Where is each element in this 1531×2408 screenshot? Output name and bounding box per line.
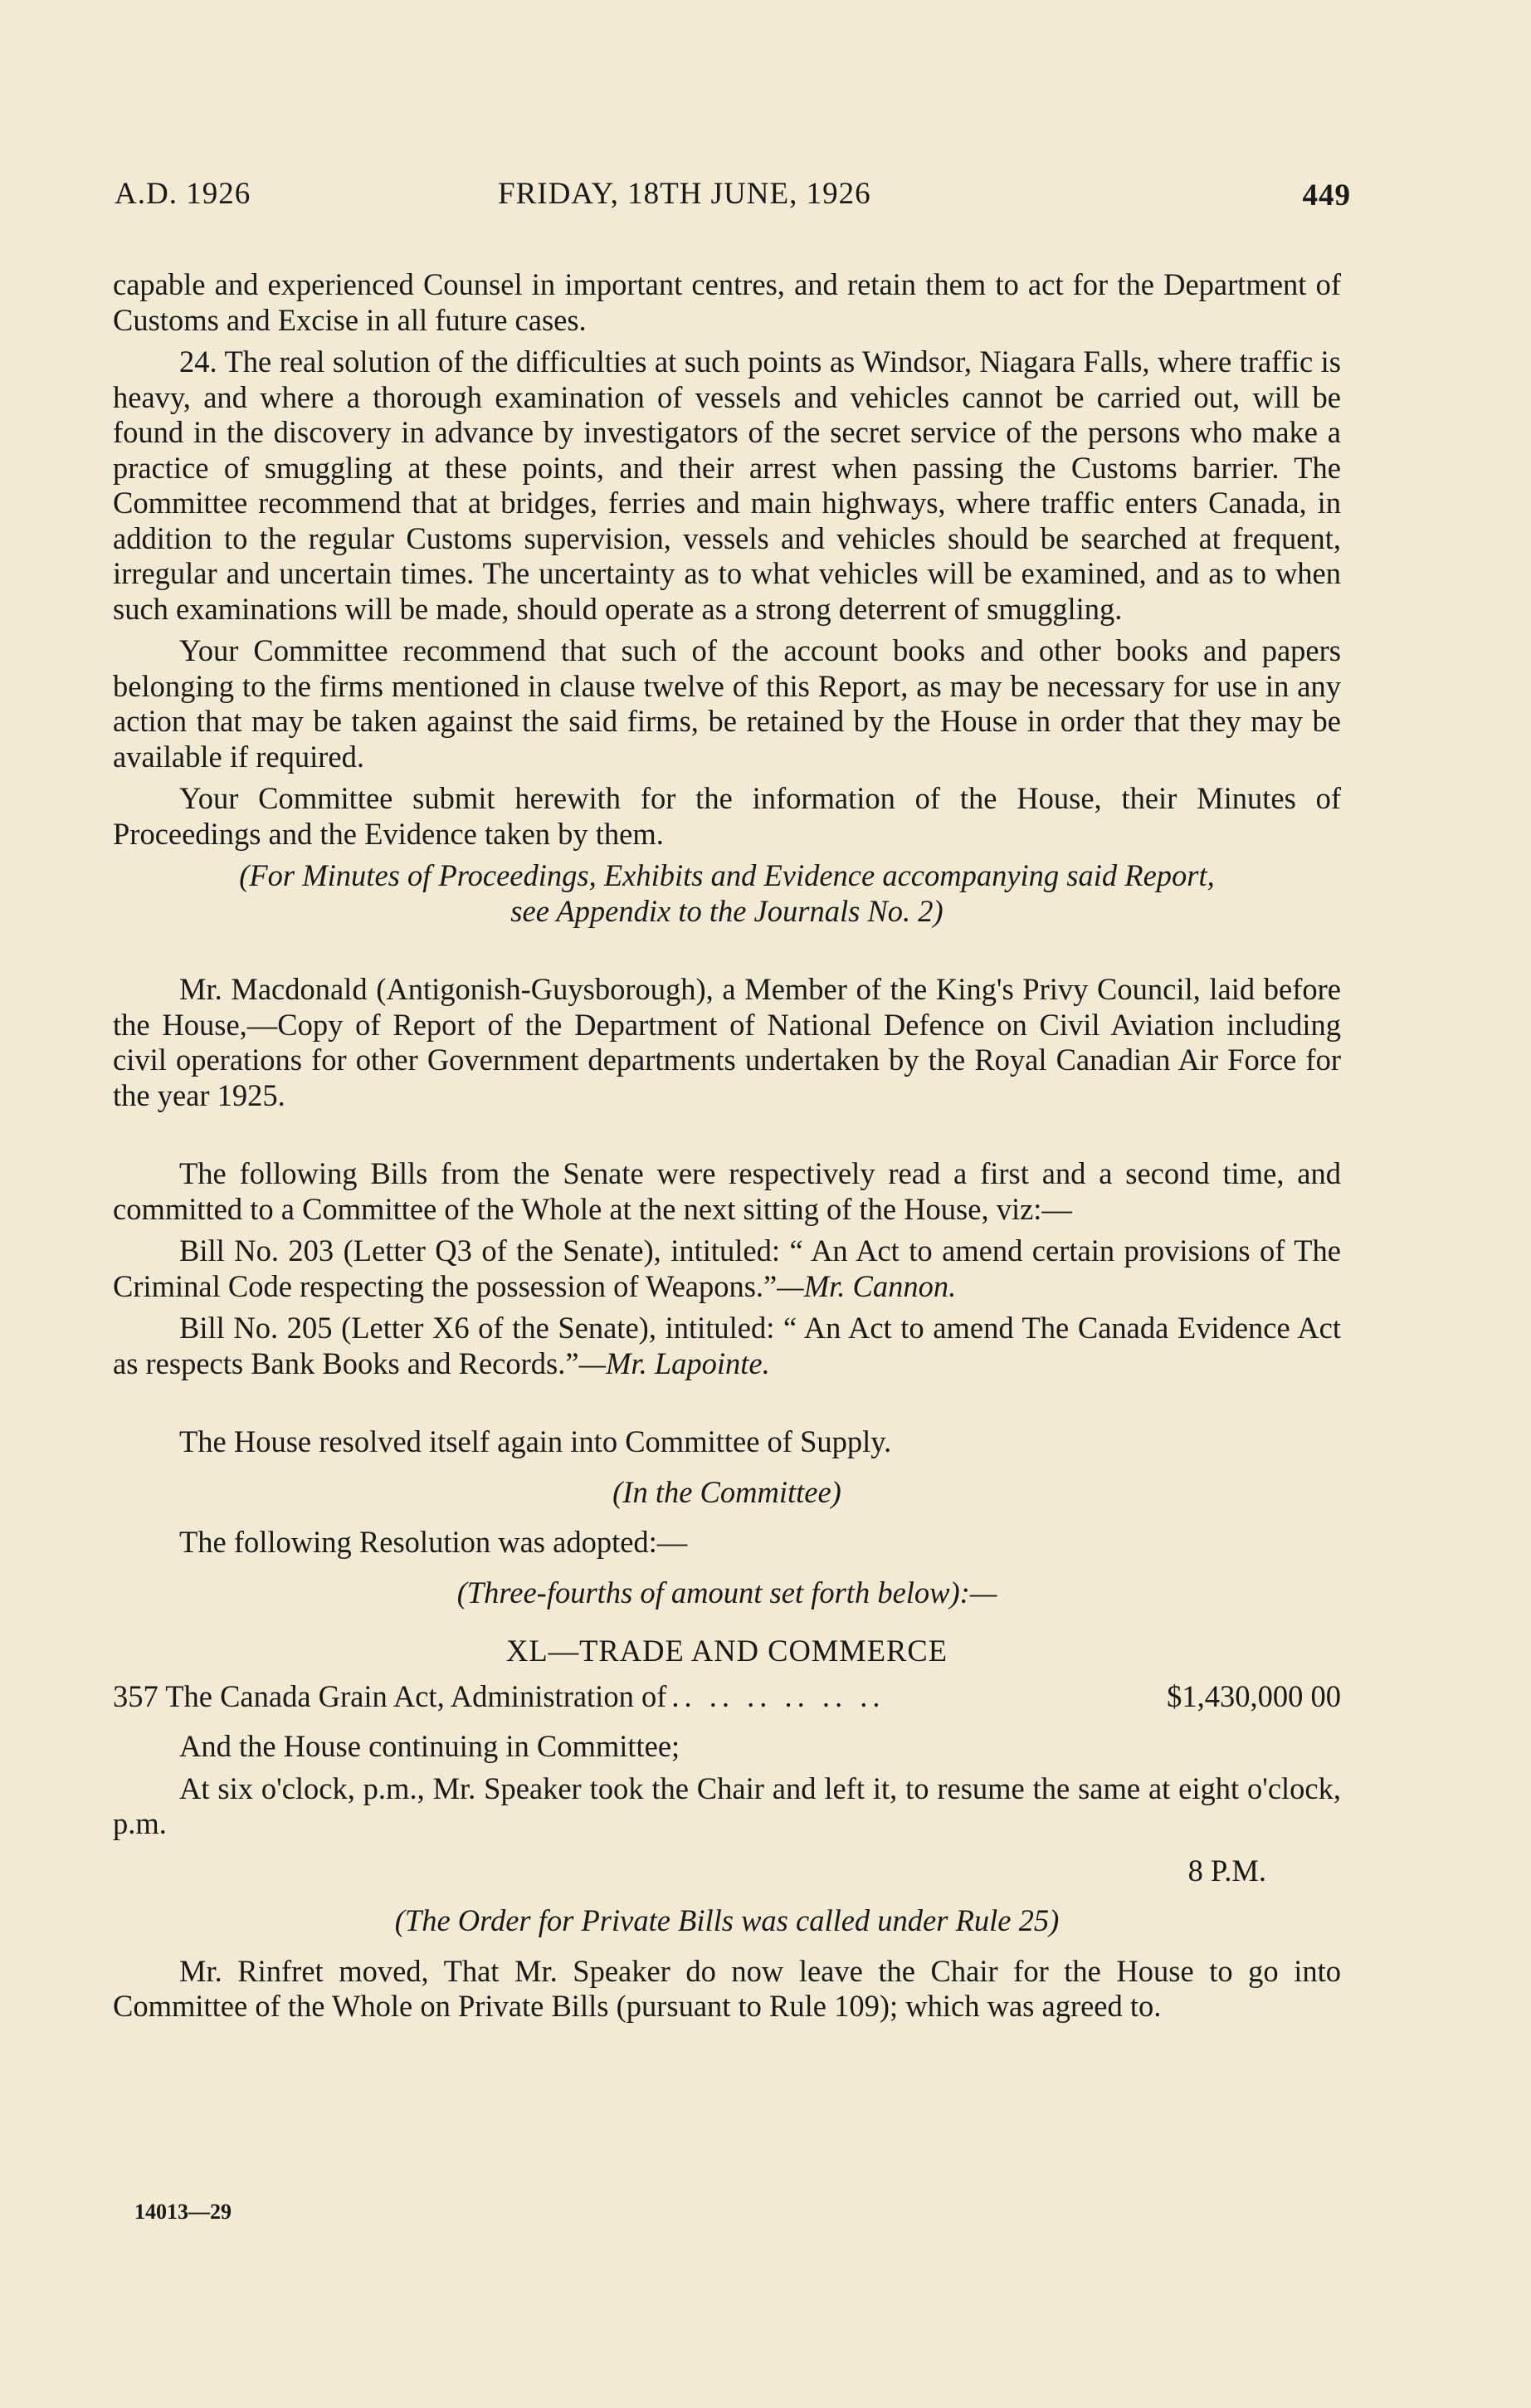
bill-205-member: —Mr. Lapointe. xyxy=(578,1346,770,1380)
supply-entry-label: 357 The Canada Grain Act, Administration of xyxy=(113,1678,667,1713)
three-fourths-note: (Three-fourths of amount set forth below):— xyxy=(456,1575,997,1609)
paragraph-macdonald-report: Mr. Macdonald (Antigonish-Guysborough), a Member of the King's Privy Council, laid before the House,—Copy of Report of the Department of National Defence on Civil Aviation including civil operations for other Government departments undertaken by the Royal Canadian Air Force for the year 1925. xyxy=(113,972,1341,1112)
bill-203-member: —Mr. Cannon. xyxy=(777,1268,957,1303)
bill-205-entry xyxy=(113,1311,1341,1381)
in-committee-note: (In the Committee) xyxy=(612,1474,841,1509)
page-number: 449 xyxy=(1302,178,1351,212)
appendix-note-line-1: (For Minutes of Proceedings, Exhibits and Evidence accompanying said Report, xyxy=(239,858,1215,892)
paragraph-continuation: capable and experienced Counsel in important centres, and retain them to act for the Department of Customs and Excise in all future cases. xyxy=(113,267,1341,337)
printer-code: 14013—29 xyxy=(134,2200,232,2224)
paragraph-six-oclock: At six o'clock, p.m., Mr. Speaker took the Chair and left it, to resume the same at eight o'clock, p.m. xyxy=(113,1771,1341,1840)
page-body xyxy=(113,267,1341,2025)
evening-time-mark: 8 P.M. xyxy=(1187,1853,1266,1888)
paragraph-books-retained: Your Committee recommend that such of the account books and other books and papers belonging to the firms mentioned in clause twelve of this Report, as may be necessary for use in any action that may be taken against the said firms, be retained by the House in order that they may be available if required. xyxy=(113,633,1341,774)
paragraph-senate-bills: The following Bills from the Senate were respectively read a first and a second time, and committed to a Committee of the Whole at the next sitting of the House, viz:— xyxy=(113,1156,1341,1226)
section-heading: XL—TRADE AND COMMERCE xyxy=(505,1634,948,1668)
header-date: FRIDAY, 18TH JUNE, 1926 xyxy=(498,177,871,211)
paragraph-minutes-submitted: Your Committee submit herewith for the information of the House, their Minutes of Proceedings and the Evidence taken by them. xyxy=(113,781,1341,851)
paragraph-resolution-adopted: The following Resolution was adopted:— xyxy=(179,1525,688,1559)
paragraph-clause-24: 24. The real solution of the difficulties at such points as Windsor, Niagara Falls, where traffic is heavy, and where a thorough examination of vessels and vehicles cannot be carried out, will be found in the discovery in advance by investigators of the secret service of the persons who make a practice of smuggling at these points, and their arrest when passing the Customs barrier. The Committee recommend that at bridges, ferries and main highways, where traffic enters Canada, in addition to the regular Customs supervision, vessels and vehicles should be searched at frequent, irregular and uncertain times. The uncertainty as to what vehicles will be examined, and as to when such examinations will be made, should operate as a strong deterrent of smuggling. xyxy=(113,344,1341,626)
appendix-note-line-2: see Appendix to the Journals No. 2) xyxy=(510,893,943,928)
paragraph-rinfret-motion: Mr. Rinfret moved, That Mr. Speaker do now leave the Chair for the House to go into Committee of the Whole on Private Bills (pursuant to Rule 109); which was agreed to. xyxy=(113,1953,1341,2023)
supply-entry-357 xyxy=(113,1679,1341,1715)
supply-entry-amount: $1,430,000 00 xyxy=(1167,1678,1341,1713)
paragraph-committee-of-supply: The House resolved itself again into Committee of Supply. xyxy=(179,1424,892,1458)
bill-203-entry xyxy=(113,1233,1341,1304)
bill-205-text: Bill No. 205 (Letter X6 of the Senate), intituled: “ An Act to amend The Canada Evidence Act as respects Bank Books and Records.” xyxy=(113,1311,1341,1380)
dot-leaders: .. .. .. .. .. .. xyxy=(671,1678,885,1713)
bill-203-text: Bill No. 203 (Letter Q3 of the Senate), intituled: “ An Act to amend certain provisions of The Criminal Code respecting the possession of Weapons.” xyxy=(113,1233,1341,1303)
header-year: A.D. 1926 xyxy=(115,177,251,211)
running-head xyxy=(115,176,1351,217)
paragraph-continuing-committee: And the House continuing in Committee; xyxy=(179,1729,680,1763)
private-bills-note: (The Order for Private Bills was called under Rule 25) xyxy=(394,1903,1060,1937)
